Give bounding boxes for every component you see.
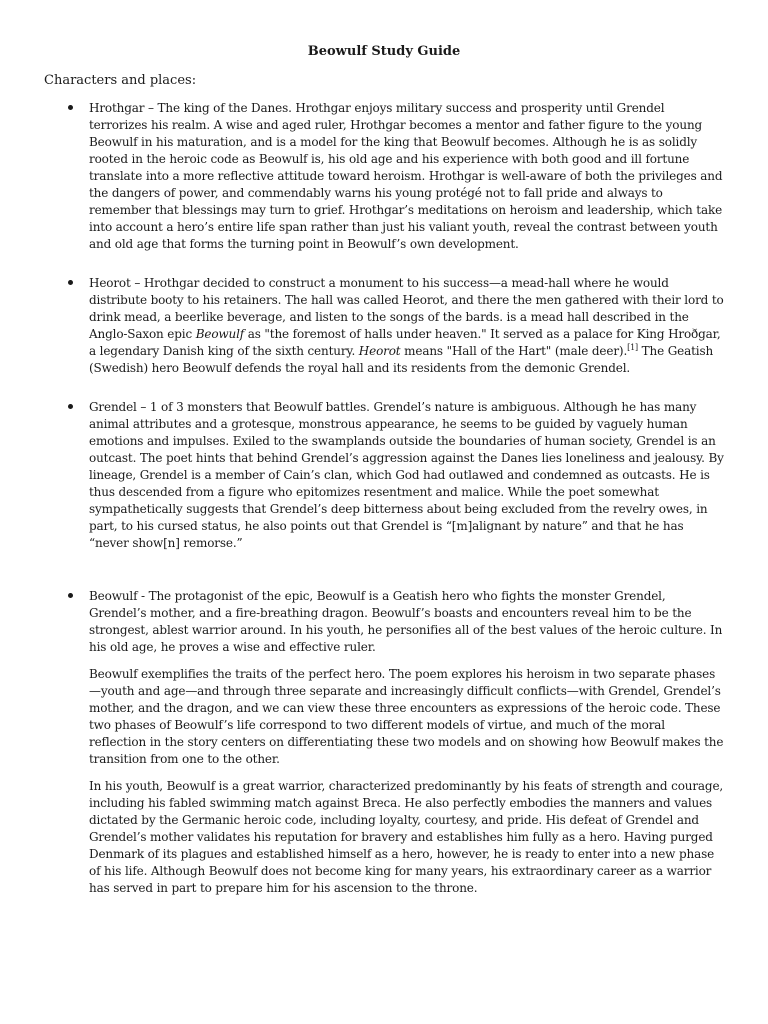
list-item-hrothgar [44, 100, 724, 253]
list-item-grendel [44, 399, 724, 552]
heorot-text-2: as "the foremost of halls under heaven." It served as a palace for King Hroðgar, a legendary Danish king of the sixth century. [89, 327, 721, 358]
character-list [44, 100, 724, 897]
list-item-beowulf [44, 588, 724, 897]
document-title: Beowulf Study Guide [307, 44, 461, 59]
bullet-icon [68, 105, 73, 110]
section-heading: Characters and places: [44, 73, 197, 88]
heorot-text-1: Heorot – Hrothgar decided to construct a monument to his success—a mead-hall where he would distribute booty to his retainers. The hall was called Heorot, and there the men gathered with their lord to drink mead, a beerlike beverage, and listen to the songs of the bards. is a mead hall described in the Anglo-Saxon epic [89, 276, 724, 341]
bullet-icon [68, 404, 73, 409]
bullet-icon [68, 280, 73, 285]
entry-paragraph: Beowulf - The protagonist of the epic, Beowulf is a Geatish hero who fights the monster Grendel, Grendel’s mother, and a fire-breathing dragon. Beowulf’s boasts and encounters reveal him to be the strongest, ablest warrior around. In his youth, he personifies all of the best values of the heroic culture. In his old age, he proves a wise and effective ruler. [89, 589, 723, 654]
entry-paragraph: Hrothgar – The king of the Danes. Hrothgar enjoys military success and prosperity until Grendel terrorizes his realm. A wise and aged ruler, Hrothgar becomes a mentor and father figure to the young Beowulf in his maturation, and is a model for the king that Beowulf becomes. Although he is as solidly rooted in the heroic code as Beowulf is, his old age and his experience with both good and ill fortune translate into a more reflective attitude toward heroism. Hrothgar is well-aware of both the privileges and the dangers of power, and commendably warns his young protégé not to fall pride and always to remember that blessings may turn to grief. Hrothgar’s meditations on heroism and leadership, which take into account a hero’s entire life span rather than just his valiant youth, reveal the contrast between youth and old age that forms the turning point in Beowulf’s own development. [89, 101, 723, 251]
entry-paragraph: Beowulf exemplifies the traits of the perfect hero. The poem explores his heroism in two separate phases—youth and age—and through three separate and increasingly difficult conflicts—with Grendel, Grendel’s mother, and the dragon, and we can view these three encounters as expressions of the heroic code. These two phases of Beowulf’s life correspond to two different models of virtue, and much of the moral reflection in the story centers on differentiating these two models and on showing how Beowulf makes the transition from one to the other. [89, 667, 724, 766]
footnote-link[interactable]: [1] [627, 343, 638, 352]
entry-paragraph: In his youth, Beowulf is a great warrior, characterized predominantly by his feats of strength and courage, including his fabled swimming match against Breca. He also perfectly embodies the manners and values dictated by the Germanic heroic code, including loyalty, courtesy, and pride. His defeat of Grendel and Grendel’s mother validates his reputation for bravery and establishes him fully as a hero. Having purged Denmark of its plagues and established himself as a hero, however, he is ready to enter into a new phase of his life. Although Beowulf does not become king for many years, his extraordinary career as a warrior has served in part to prepare him for his ascension to the throne. [89, 779, 724, 895]
beowulf-italic: Beowulf [195, 327, 245, 341]
bullet-icon [68, 593, 73, 598]
entry-paragraph [89, 275, 724, 377]
heorot-text-3: means "Hall of the Hart" (male deer). [400, 344, 628, 358]
heorot-text-4: The Geatish (Swedish) hero Beowulf defends the royal hall and its residents from the demonic Grendel. [89, 344, 714, 375]
entry-paragraph: Grendel – 1 of 3 monsters that Beowulf battles. Grendel’s nature is ambiguous. Although he has many animal attributes and a grotesque, monstrous appearance, he seems to be guided by vaguely human emotions and impulses. Exiled to the swamplands outside the boundaries of human society, Grendel is an outcast. The poet hints that behind Grendel’s aggression against the Danes lies loneliness and jealousy. By lineage, Grendel is a member of Cain’s clan, which God had outlawed and condemned as outcasts. He is thus descended from a figure who epitomizes resentment and malice. While the poet somewhat sympathetically suggests that Grendel’s deep bitterness about being excluded from the revelry owes, in part, to his cursed status, he also points out that Grendel is “[m]alignant by nature” and that he has “never show[n] remorse.” [89, 400, 724, 550]
list-item-heorot [44, 275, 724, 377]
heorot-italic: Heorot [358, 344, 401, 358]
